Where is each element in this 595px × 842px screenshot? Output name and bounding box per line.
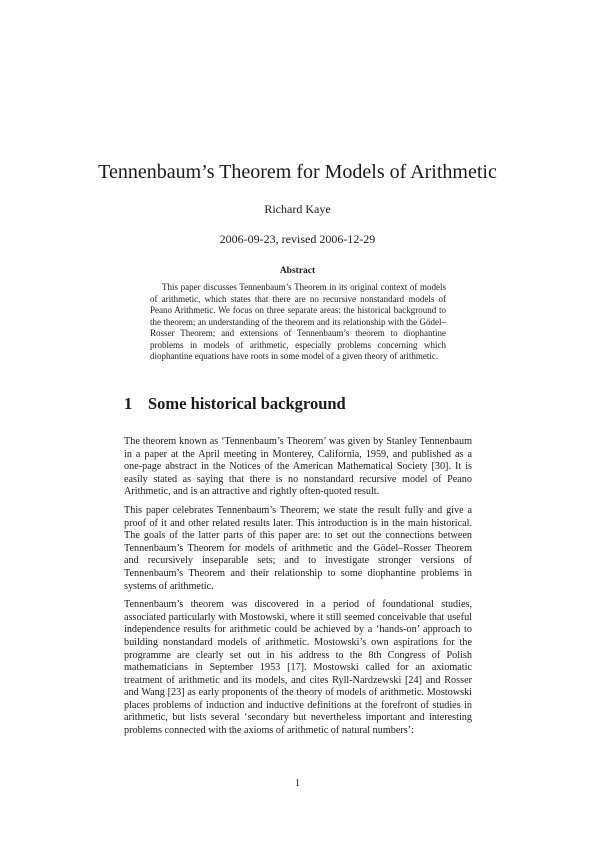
body-text (124, 436, 472, 744)
paper-title: Tennenbaum’s Theorem for Models of Arithmetic (98, 161, 497, 183)
paragraph: The theorem known as ‘Tennenbaum’s Theorem’ was given by Stanley Tennenbaum in a paper at the April meeting in Monterey, California, 1959, and published as a one-page abstract in the Notices of the American Mathematical Society [30]. It is easily stated as saying that there is no nonstandard recursive model of Peano Arithmetic, and is an attractive and rightly often-quoted result. (124, 436, 472, 498)
section-number: 1 (124, 394, 133, 413)
page-number: 1 (295, 778, 300, 789)
abstract-text: This paper discusses Tennenbaum’s Theorem in its original context of models of arithmetic, which states that there are no recursive nonstandard models of Peano Arithmetic. We focus on three separate areas: the historical background to the theorem; an understanding of the theorem and its relationship with the Gödel–Rosser Theorem; and extensions of Tennenbaum’s theorem to diophantine problems in models of arithmetic, especially problems concerning which diophantine equations have roots in some model of a given theory of arithmetic. (150, 282, 446, 361)
section-title: Some historical background (148, 394, 346, 413)
section-heading (124, 394, 346, 414)
paragraph: Tennenbaum’s theorem was discovered in a period of foundational studies, associated particularly with Mostowski, where it still seemed conceivable that useful independence results for arithmetic could be achieved by a ‘hands-on’ approach to building nonstandard models of arithmetic. Mostowski’s own aspirations for the programme are clearly set out in his address to the 8th Congress of Polish mathematicians in September 1953 [17]. Mostowski called for an axiomatic treatment of arithmetic and its models, and cites Ryll-Nardzewski [24] and Rosser and Wang [23] as early proponents of the theory of models of arithmetic. Mostowski places problems of induction and inductive definitions at the forefront of studies in arithmetic, but lists several ‘secondary but nevertheless important and interesting problems connected with the axioms of arithmetic of natural numbers’: (124, 599, 472, 737)
paper-date: 2006-09-23, revised 2006-12-29 (219, 232, 376, 246)
abstract-heading: Abstract (279, 266, 316, 276)
paper-author: Richard Kaye (264, 202, 331, 216)
paragraph: This paper celebrates Tennenbaum’s Theorem; we state the result fully and give a proof of it and other related results later. This introduction is in the main historical. The goals of the latter parts of this paper are: to set out the connections between Tennenbaum’s Theorem for models of arithmetic and the Gödel–Rosser Theorem and recursively inseparable sets; and to investigate stronger versions of Tennenbaum’s Theorem and their relationship to some diophantine problems in systems of arithmetic. (124, 504, 472, 592)
